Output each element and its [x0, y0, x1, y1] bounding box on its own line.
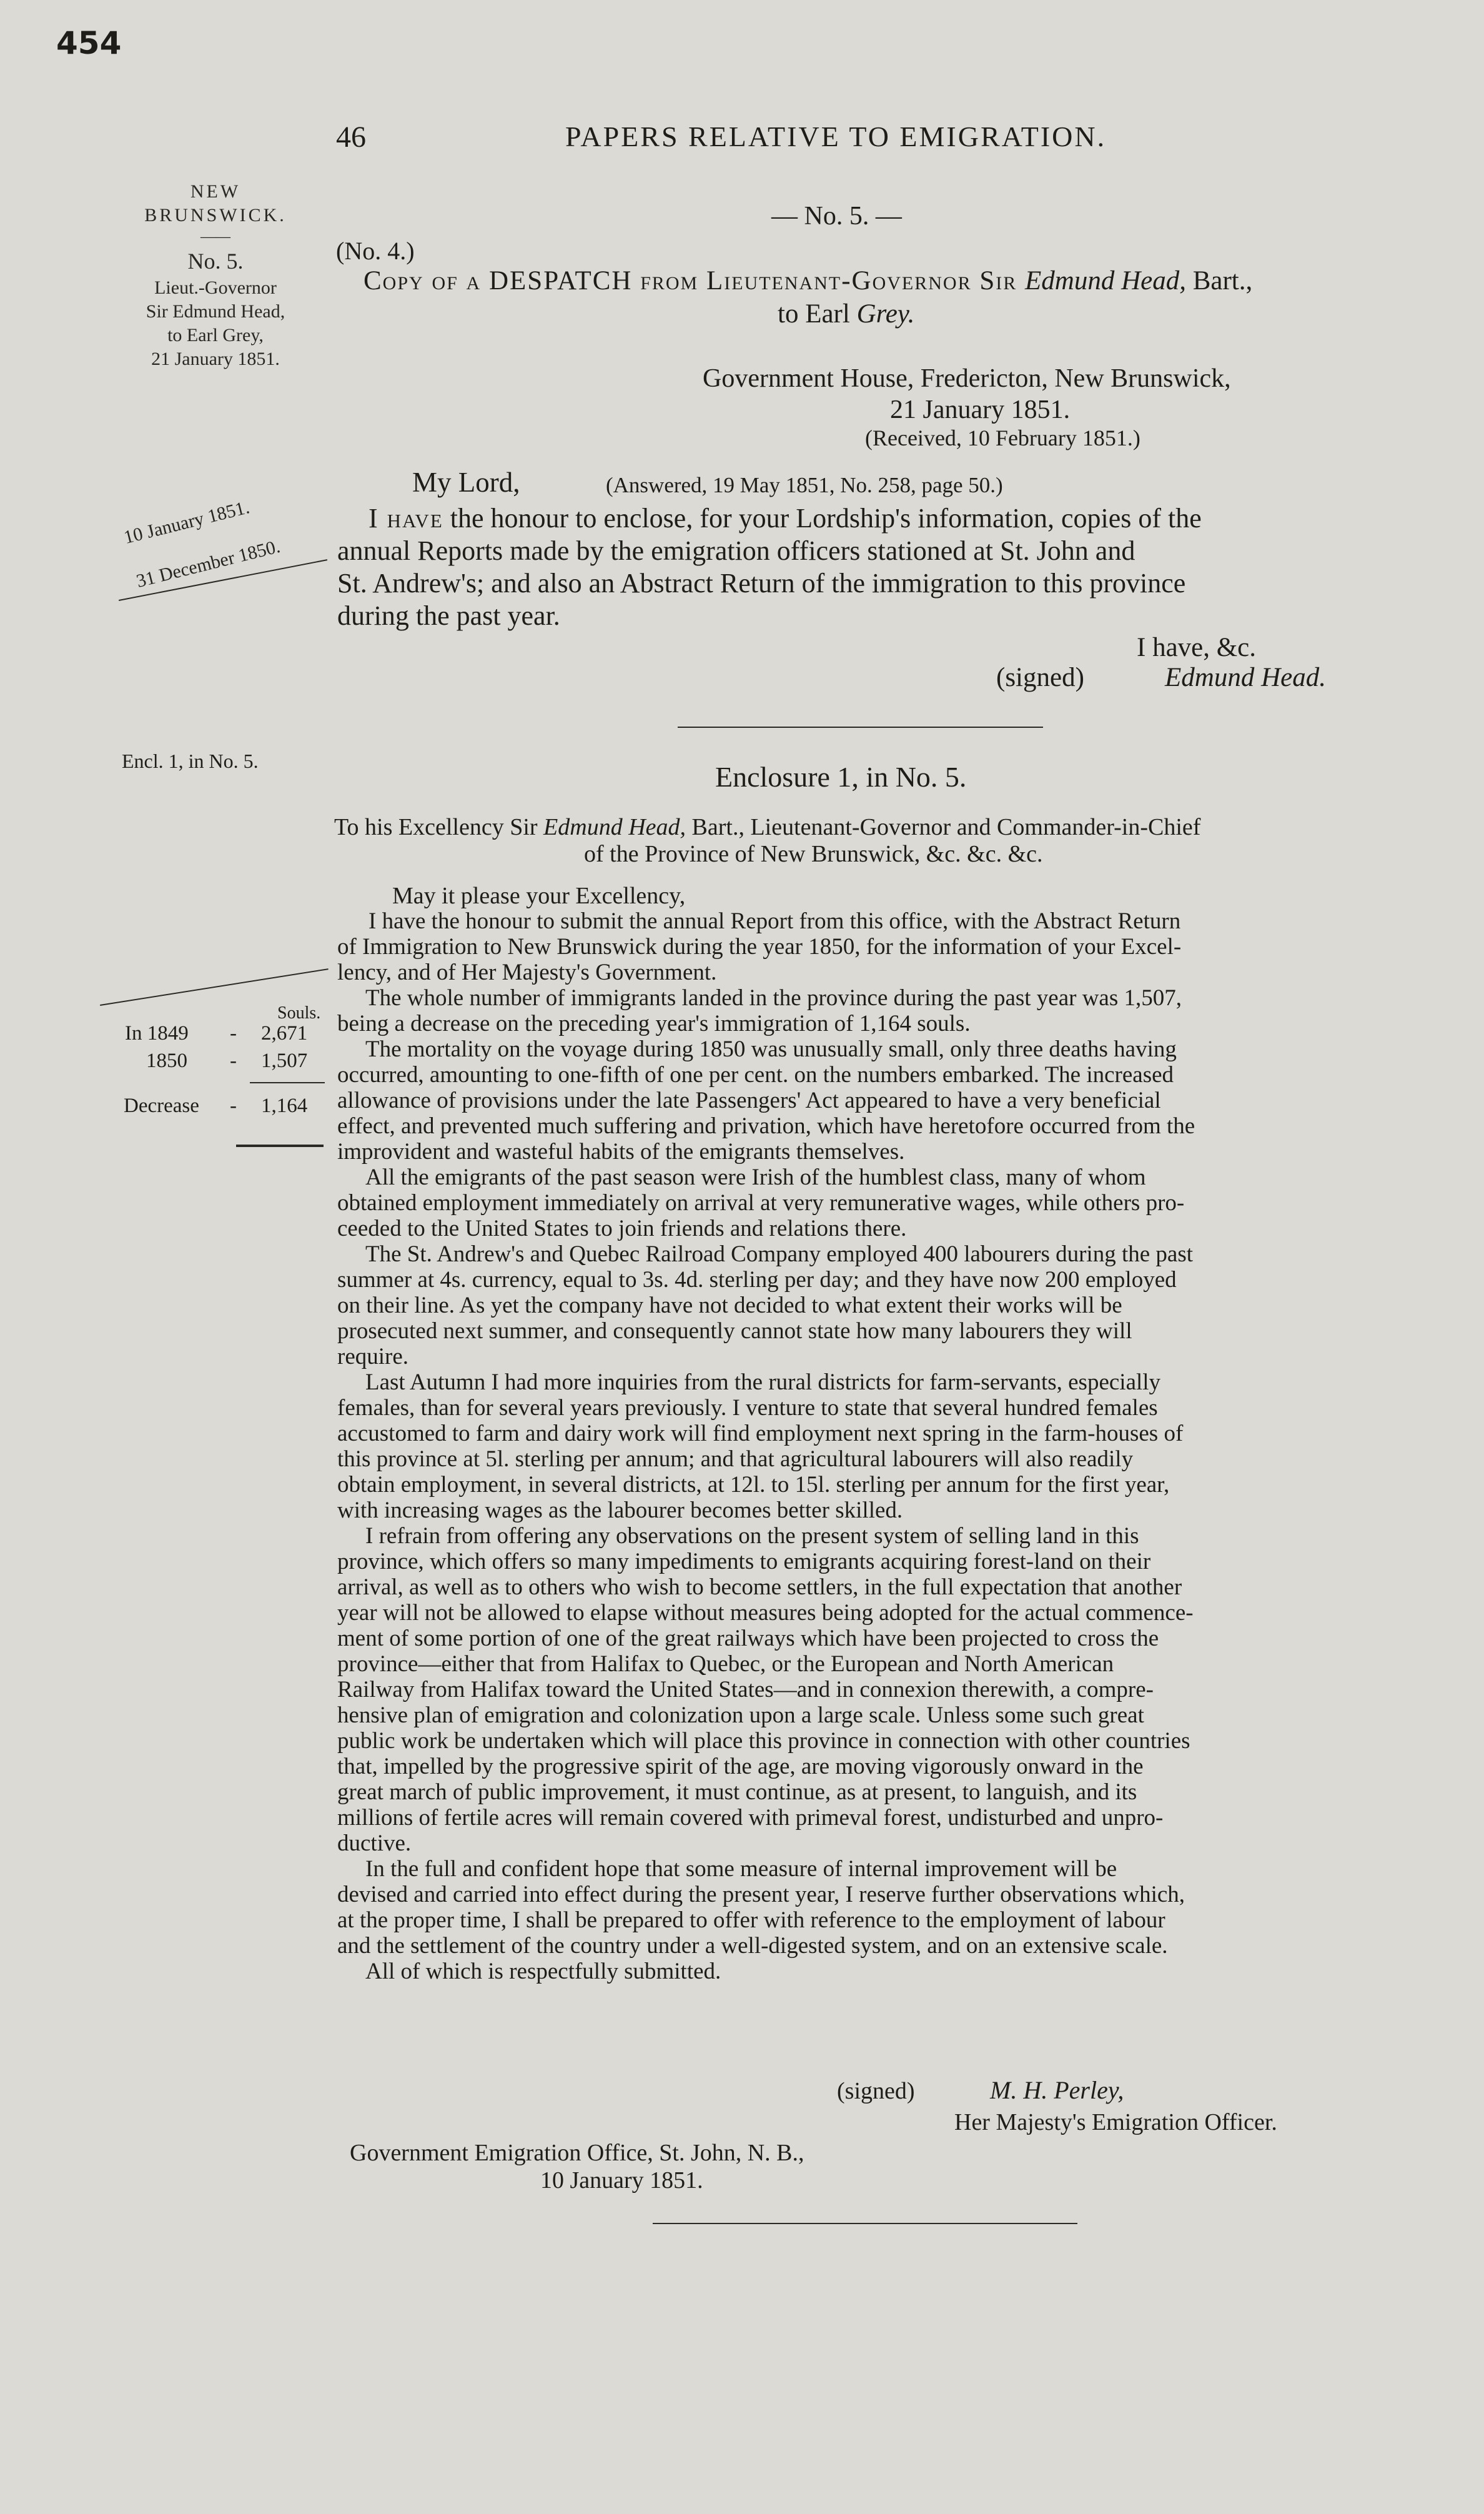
despatch-sub-number: (No. 4.) [336, 237, 415, 265]
enclosure-line: require. [337, 1344, 409, 1369]
enclosure-line: effect, and prevented much suffering and privation, which have heretofore occurred from the [337, 1113, 1195, 1139]
enclosure-line: females, than for several years previously. I venture to state that several hundred females [337, 1395, 1158, 1421]
enclosure-line: year will not be allowed to elapse without measures being adopted for the actual commence- [337, 1600, 1194, 1626]
margin-province-line1: NEW [190, 181, 241, 202]
margin-line4: 21 January 1851. [151, 349, 280, 369]
enclosure-line: obtained employment immediately on arrival at very remunerative wages, while others pro- [337, 1190, 1185, 1216]
despatch-address-line2: 21 January 1851. [890, 395, 1071, 424]
margin-table-header: Souls. [277, 1003, 321, 1023]
enclosure-address-line1 [334, 813, 1200, 841]
despatch-title2-name: Grey. [856, 299, 915, 329]
enclosure-line: devised and carried into effect during the present year, I reserve further observations which, [337, 1882, 1185, 1907]
enclosure-line: ductive. [337, 1831, 412, 1856]
despatch-received: (Received, 10 February 1851.) [865, 425, 1140, 450]
despatch-title2-pre: to Earl [778, 299, 857, 329]
margin-table-row-2 [146, 1050, 187, 1073]
enclosure-line: Railway from Halifax toward the United States—and in connexion therewith, a compre- [337, 1677, 1154, 1702]
page-number: 46 [336, 121, 366, 154]
despatch-signature: Edmund Head. [1165, 663, 1326, 692]
enclosure-line: ceeded to the United States to join friends and relations there. [337, 1216, 907, 1241]
enclosure-line: with increasing wages as the labourer becomes better skilled. [337, 1498, 903, 1523]
margin-province-line2: BRUNSWICK. [144, 205, 287, 226]
enclosure-signature: M. H. Perley, [990, 2076, 1124, 2104]
enclosure-body [337, 908, 1384, 1984]
despatch-signed: (signed) [996, 663, 1084, 692]
despatch-number: — No. 5. — [771, 202, 902, 231]
enclosure-line: obtain employment, in several districts, at 12l. to 15l. sterling per annum for the first year, [337, 1472, 1170, 1498]
despatch-body-opening: I have [369, 503, 443, 534]
enclosure-opening: May it please your Excellency, [392, 883, 686, 909]
enclosure-line: being a decrease on the preceding year's immigration of 1,164 souls. [337, 1011, 971, 1036]
enclosure-line: summer at 4s. currency, equal to 3s. 4d. sterling per day; and they have now 200 employed [337, 1267, 1177, 1293]
enclosure-line: that, impelled by the progressive spirit of the age, are moving vigorously onward in the [337, 1754, 1144, 1779]
despatch-closing: I have, &c. [1137, 633, 1257, 662]
enclosure-address-line2: of the Province of New Brunswick, &c. &c. &c. [584, 841, 1043, 867]
enclosure-line: this province at 5l. sterling per annum; and that agricultural labourers will also readily [337, 1446, 1134, 1472]
enclosure-line: great march of public improvement, it must continue, as at present, to languish, and its [337, 1779, 1137, 1805]
enclosure-line: The St. Andrew's and Quebec Railroad Company employed 400 labourers during the past [365, 1241, 1194, 1267]
enclosure-line: Last Autumn I had more inquiries from the rural districts for farm-servants, especially [365, 1369, 1161, 1395]
margin-line3: to Earl Grey, [167, 325, 264, 345]
enclosure-line: improvident and wasteful habits of the emigrants themselves. [337, 1139, 905, 1165]
enclosure-line: ment of some portion of one of the great railways which have been projected to cross the [337, 1626, 1159, 1651]
despatch-body-line3: St. Andrew's; and also an Abstract Return of the immigration to this province [337, 568, 1186, 599]
despatch-answered: (Answered, 19 May 1851, No. 258, page 50.) [606, 473, 1003, 497]
enclosure-signature-title: Her Majesty's Emigration Officer. [954, 2109, 1277, 2135]
margin-number: No. 5. [187, 249, 244, 274]
margin-line1: Lieut.-Governor [154, 277, 277, 298]
margin-table-total-value: 1,164 [261, 1095, 308, 1117]
margin-despatch-note [94, 180, 337, 371]
enclosure-line: on their line. As yet the company have not decided to what extent their works will be [337, 1293, 1122, 1318]
enclosure-line: I have the honour to submit the annual Report from this office, with the Abstract Return [369, 908, 1181, 934]
despatch-title-pre: Copy of a DESPATCH from Lieutenant-Governor Sir [364, 266, 1025, 296]
enclosure-line: occurred, amounting to one-fifth of one per cent. on the numbers embarked. The increased [337, 1062, 1174, 1088]
enclosure-line: at the proper time, I shall be prepared to offer with reference to the employment of labour [337, 1907, 1165, 1933]
margin-date-lower-year: 1850. [236, 535, 282, 567]
enclosure-margin-label: Encl. 1, in No. 5. [122, 750, 259, 772]
enclosure-line: I refrain from offering any observations on the present system of selling land in this [365, 1523, 1139, 1549]
enclosure-line: The mortality on the voyage during 1850 was unusually small, only three deaths having [365, 1036, 1177, 1062]
enclosure-line: province, which offers so many impediments to emigrants acquiring forest-land on their [337, 1549, 1151, 1574]
despatch-body-line4: during the past year. [337, 600, 560, 631]
margin-table-total-dash: - [230, 1095, 237, 1117]
enclosure-address-pre: To his Excellency Sir [334, 814, 544, 840]
running-head: PAPERS RELATIVE TO EMIGRATION. [565, 121, 1107, 152]
margin-table-bottom-rule [236, 1145, 324, 1147]
enclosure-office-line1: Government Emigration Office, St. John, N. B., [350, 2140, 804, 2166]
despatch-title-name: Edmund Head, [1025, 266, 1186, 296]
margin-date-lower-date: 31 December [134, 547, 237, 592]
margin-table-value: 2,671 [261, 1022, 308, 1045]
section-rule-1 [678, 727, 1043, 728]
enclosure-line: millions of fertile acres will remain covered with primeval forest, undisturbed and unpro- [337, 1805, 1164, 1831]
enclosure-line: public work be undertaken which will place this province in connection with other countries [337, 1728, 1190, 1754]
despatch-salutation: My Lord, [412, 467, 520, 498]
margin-table-row-1 [125, 1022, 189, 1045]
enclosure-line: All the emigrants of the past season were Irish of the humblest class, many of whom [365, 1165, 1146, 1190]
margin-table-label: In 1849 [125, 1022, 189, 1045]
enclosure-line: The whole number of immigrants landed in the province during the past year was 1,507, [365, 985, 1182, 1011]
margin-table-dash: - [230, 1050, 237, 1072]
enclosure-line: and the settlement of the country under a well-digested system, and on an extensive scale. [337, 1933, 1168, 1959]
margin-table-rule [250, 1082, 325, 1083]
margin-rule: —— [200, 229, 230, 245]
despatch-body-line1-text: the honour to enclose, for your Lordship's information, copies of the [443, 503, 1202, 534]
enclosure-line: All of which is respectfully submitted. [365, 1959, 721, 1984]
margin-date-lower [134, 536, 282, 592]
despatch-title-line1 [364, 266, 1252, 296]
enclosure-line: accustomed to farm and dairy work will find employment next spring in the farm-houses of [337, 1421, 1184, 1446]
enclosure-address-post: Bart., Lieutenant-Governor and Commander-in-Chief [686, 814, 1201, 840]
despatch-title-post: Bart., [1185, 266, 1253, 296]
margin-date-upper-date: 10 January [122, 508, 206, 549]
enclosure-line: province—either that from Halifax to Quebec, or the European and North American [337, 1651, 1114, 1677]
section-rule-2 [653, 2223, 1077, 2224]
enclosure-office-line2: 10 January 1851. [540, 2167, 703, 2194]
margin-table-dash: - [230, 1022, 237, 1045]
margin-table-total-label: Decrease [124, 1095, 199, 1117]
enclosure-line: of Immigration to New Brunswick during the year 1850, for the information of your Excel- [337, 934, 1182, 960]
enclosure-line: prosecuted next summer, and consequently cannot state how many labourers they will [337, 1318, 1132, 1344]
enclosure-line: allowance of provisions under the late Passengers' Act appeared to have a very beneficial [337, 1088, 1161, 1113]
despatch-address-line1: Government House, Fredericton, New Brunswick, [703, 364, 1231, 393]
enclosure-line: In the full and confident hope that some measure of internal improvement will be [365, 1856, 1117, 1882]
enclosure-line: arrival, as well as to others who wish to become settlers, in the full expectation that another [337, 1574, 1182, 1600]
margin-date-upper [122, 497, 252, 549]
enclosure-address-name: Edmund Head, [543, 814, 686, 840]
enclosure-line: hensive plan of emigration and colonization upon a large scale. Unless some such great [337, 1702, 1144, 1728]
margin-line2: Sir Edmund Head, [146, 301, 285, 322]
margin-table-value: 1,507 [261, 1050, 308, 1072]
margin-date-upper-year: 1851. [205, 497, 252, 527]
margin-table-label: 1850 [146, 1050, 187, 1072]
despatch-title-line2 [778, 299, 914, 329]
despatch-body-line2: annual Reports made by the emigration officers stationed at St. John and [337, 535, 1135, 566]
enclosure-heading: Enclosure 1, in No. 5. [715, 761, 967, 793]
enclosure-signed: (signed) [837, 2078, 915, 2104]
folio-number: 454 [56, 25, 122, 61]
despatch-body-line1 [369, 502, 1202, 534]
enclosure-line: lency, and of Her Majesty's Government. [337, 960, 717, 985]
margin-enclosure-rule [100, 968, 329, 1006]
